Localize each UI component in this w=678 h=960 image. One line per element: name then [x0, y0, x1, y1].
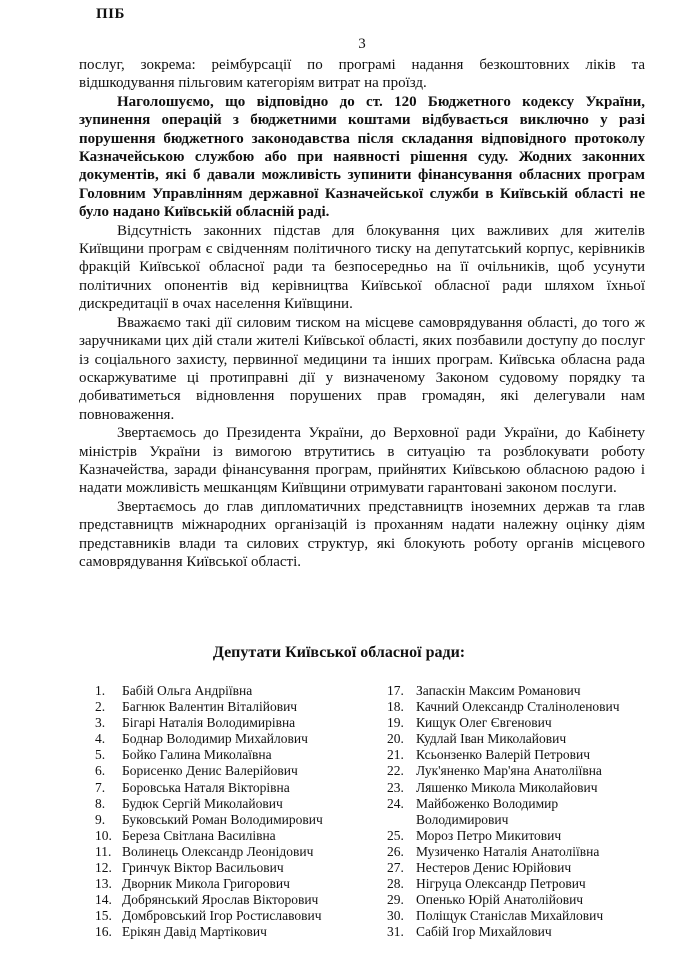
list-item	[95, 780, 387, 796]
list-item-number: 12.	[95, 860, 112, 876]
list-item-number: 21.	[387, 747, 404, 763]
list-item	[387, 731, 637, 747]
deputies-heading: Депутати Київської обласної ради:	[212, 644, 466, 661]
deputy-name: Борисенко Денис Валерійович	[122, 763, 298, 779]
list-item	[95, 796, 387, 812]
list-item	[95, 908, 387, 924]
list-item	[95, 812, 387, 828]
list-item-number: 11.	[95, 843, 112, 859]
list-item	[387, 876, 637, 892]
list-item-number: 29.	[387, 892, 404, 908]
list-item-number: 15.	[95, 908, 112, 924]
list-item	[387, 747, 637, 763]
paragraph: Відсутність законних підстав для блокування цих важливих для жителів Київщини програм є свідченням політичного тиску на депутатський корпус, керівників фракцій Київської обласної ради та безпосередньо на її очільників, щоб усунути політичних опонентів від керівництва Київської обласної ради шляхом їхньої дискредитації в очах населення Київщини.	[79, 222, 645, 313]
list-item	[95, 715, 387, 731]
deputy-name: Ляшенко Микола Миколайович	[416, 779, 598, 795]
list-item-number: 28.	[387, 876, 404, 892]
paragraphs-container	[79, 56, 645, 571]
list-item	[387, 683, 637, 699]
deputy-name: Бігарі Наталія Володимирівна	[122, 715, 296, 731]
list-item-number: 9.	[95, 811, 106, 827]
list-item	[95, 876, 387, 892]
deputy-name: Сабій Ігор Михайлович	[416, 924, 552, 940]
list-item-number: 17.	[387, 683, 404, 698]
deputy-name: Запаскін Максим Романович	[416, 683, 581, 698]
list-item	[387, 699, 637, 715]
deputies-column-right	[387, 683, 637, 941]
deputy-name: Береза Світлана Василівна	[122, 827, 276, 843]
deputy-name: Кищук Олег Євгенович	[416, 715, 552, 731]
list-item-number: 8.	[95, 795, 106, 811]
list-item-number: 10.	[95, 827, 112, 843]
list-item	[387, 908, 637, 924]
paragraph: Вважаємо такі дії силовим тиском на місцеве самоврядування області, до того ж заручниками цих дій стали жителі Київської області, яких позбавили доступу до послуг із соціального захисту, первинної медицини та інших програм. Київська обласна рада оскаржуватиме ці протиправні дії у визначеному Законом судовому порядку та добиватиметься відновлення порушених прав громадян, які делегували нам повноваження.	[79, 314, 645, 423]
deputy-name: Гринчук Віктор Васильович	[122, 860, 284, 876]
list-item	[95, 699, 387, 715]
list-item	[387, 715, 637, 731]
list-item	[387, 892, 637, 908]
paragraph: Звертаємось до глав дипломатичних представництв іноземних держав та глав представництв міжнародних організацій із проханням надати належну оцінку діям представників влади та силових структур, які блокують роботу органів місцевого самоврядування Київської області.	[79, 498, 645, 570]
list-item	[95, 747, 387, 763]
list-item-number: 5.	[95, 747, 106, 763]
deputy-name: Нестеров Денис Юрійович	[416, 860, 572, 876]
list-item-number: 7.	[95, 779, 106, 795]
deputy-name: Майбоженко Володимир Володимирович	[416, 795, 559, 827]
paragraph: Наголошуємо, що відповідно до ст. 120 Бюджетного кодексу України, зупинення операцій з бюджетними коштами відбувається виключно у разі порушення бюджетного законодавства після складання відповідного протоколу Казначейською службою або при наявності рішення суду. Жодних законних документів, які б давали можливість зупинити фінансування обласних програм Головним Управлінням державної Казначейської служби в Київській області не було надано Київській обласній раді.	[79, 93, 645, 221]
deputy-name: Бойко Галина Миколаївна	[122, 747, 272, 763]
page-number: 3	[358, 36, 366, 52]
deputy-name: Музиченко Наталія Анатоліївна	[416, 843, 600, 859]
list-item-number: 30.	[387, 908, 404, 924]
list-item-number: 24.	[387, 795, 404, 811]
list-item	[387, 796, 637, 828]
deputy-name: Дворник Микола Григорович	[122, 876, 290, 892]
deputies-list	[95, 683, 637, 941]
list-item	[387, 844, 637, 860]
list-item-number: 2.	[95, 699, 106, 715]
list-item	[387, 860, 637, 876]
deputy-name: Поліщук Станіслав Михайлович	[416, 908, 604, 924]
list-item	[95, 763, 387, 779]
list-item-number: 14.	[95, 892, 112, 908]
list-item	[95, 860, 387, 876]
deputy-name: Опенько Юрій Анатолійович	[416, 892, 584, 908]
paragraph: Звертаємось до Президента України, до Верховної ради України, до Кабінету міністрів України із вимогою втрутитись в ситуацію та розблокувати роботу Казначейства, заради фінансування програм, прийнятих Київською обласною радою і надати можливість мешканцям Київщини отримувати гарантовані законом послуги.	[79, 425, 645, 497]
deputy-name: Боровська Наталя Вікторівна	[122, 779, 290, 795]
deputy-name: Боднар Володимир Михайлович	[122, 731, 308, 747]
list-item	[95, 924, 387, 940]
deputy-name: Кудлай Іван Миколайович	[416, 731, 567, 747]
list-item-number: 13.	[95, 876, 112, 892]
list-item-number: 19.	[387, 715, 404, 731]
deputies-column-left	[95, 683, 387, 941]
list-item	[95, 683, 387, 699]
list-item	[387, 763, 637, 779]
paragraph: послуг, зокрема: реімбурсації по програмі надання безкоштовних ліків та відшкодування пільговим категоріям витрат на проїзд.	[79, 57, 645, 92]
list-item-number: 22.	[387, 763, 404, 779]
deputy-name: Нігруца Олександр Петрович	[416, 876, 586, 892]
deputy-name: Буковський Роман Володимирович	[122, 811, 323, 827]
deputy-name: Ксьонзенко Валерій Петрович	[416, 747, 590, 763]
list-item-number: 20.	[387, 731, 404, 747]
list-item	[387, 828, 637, 844]
deputy-name: Добрянський Ярослав Вікторович	[122, 892, 319, 908]
list-item	[387, 780, 637, 796]
list-item-number: 27.	[387, 860, 404, 876]
deputy-name: Багнюк Валентин Віталійович	[122, 699, 298, 715]
list-item-number: 1.	[95, 683, 106, 698]
deputy-name: Ерікян Давід Мартікович	[122, 924, 267, 940]
list-item	[95, 844, 387, 860]
list-item	[95, 828, 387, 844]
list-item-number: 31.	[387, 924, 404, 940]
list-item-number: 23.	[387, 779, 404, 795]
list-item-number: 3.	[95, 715, 106, 731]
list-item	[95, 731, 387, 747]
list-item-number: 26.	[387, 843, 404, 859]
deputy-name: Лук'яненко Мар'яна Анатоліївна	[416, 763, 602, 779]
list-item	[95, 892, 387, 908]
list-item	[387, 924, 637, 940]
document-body	[79, 36, 645, 571]
deputy-name: Бабій Ольга Андріївна	[122, 683, 253, 698]
deputy-name: Домбровський Ігор Ростиславович	[122, 908, 322, 924]
list-item-number: 16.	[95, 924, 112, 940]
deputy-name: Будюк Сергій Миколайович	[122, 795, 283, 811]
deputy-name: Мороз Петро Микитович	[416, 827, 562, 843]
header-name-label: ПІБ	[96, 6, 125, 22]
list-item-number: 25.	[387, 827, 404, 843]
deputy-name: Волинець Олександр Леонідович	[122, 843, 314, 859]
list-item-number: 6.	[95, 763, 106, 779]
list-item-number: 18.	[387, 699, 404, 715]
deputy-name: Качний Олександр Сталіноленович	[416, 699, 620, 715]
list-item-number: 4.	[95, 731, 106, 747]
